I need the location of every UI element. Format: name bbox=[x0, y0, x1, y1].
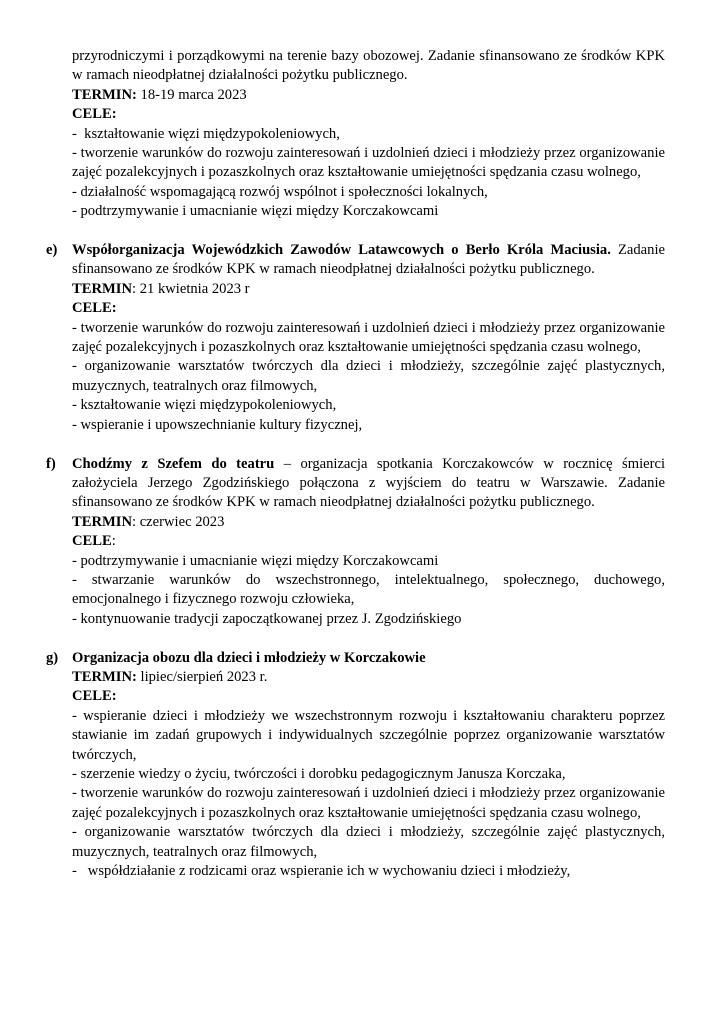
bullet-item: - organizowanie warsztatów twórczych dla dzieci i młodzieży, szczególnie zajęć plastycznych, muzycznych, teatralnych oraz filmowych, bbox=[72, 824, 665, 860]
termin-line bbox=[72, 668, 665, 687]
termin-label: TERMIN bbox=[72, 280, 132, 297]
section-letter: g) bbox=[46, 649, 59, 666]
bullet-item: - wspieranie dzieci i młodzieży we wszechstronnym rozwoju i kształtowaniu charakteru poprzez stawianie im zadań grupowych i indywidualnych szczególnie poprzez organizowanie warsztatów twórczych, bbox=[72, 707, 665, 763]
termin-line bbox=[72, 513, 665, 532]
section-title bbox=[72, 241, 665, 280]
section-title-bold: Organizacja obozu dla dzieci i młodzieży w Korczakowie bbox=[72, 649, 426, 666]
section-title bbox=[72, 649, 665, 668]
cele-line bbox=[72, 105, 665, 124]
bullet-item: - kontynuowanie tradycji zapoczątkowanej przez J. Zgodzińskiego bbox=[72, 610, 462, 627]
cele-suffix: : bbox=[111, 533, 116, 550]
bullet-item: - wspieranie i upowszechnianie kultury fizycznej, bbox=[72, 416, 363, 433]
bullet-item: - tworzenie warunków do rozwoju zainteresowań i uzdolnień dzieci i młodzieży przez organizowanie zajęć pozalekcyjnych i pozaszkolnych oraz kształtowanie umiejętności spędzania czasu wolnego, bbox=[72, 145, 665, 181]
section-title-rest: – organizacja spotkania Korczakowców w rocznicę śmierci założyciela Jerzego Zgodzińskiego połączona z wyjściem do teatru w Warszawie. Zadanie sfinansowano ze środków KPK w ramach nieodpłatnej działalności pożytku publicznego. bbox=[72, 455, 665, 511]
termin-label: TERMIN bbox=[72, 513, 132, 530]
bullet-item: - działalność wspomagającą rozwój wspólnot i społeczności lokalnych, bbox=[72, 183, 488, 200]
termin-line bbox=[72, 280, 665, 299]
cele-label: CELE bbox=[72, 533, 112, 550]
section-f bbox=[46, 455, 665, 630]
bullet-item: - kształtowanie więzi międzypokoleniowych, bbox=[72, 397, 337, 414]
cele-label: CELE: bbox=[72, 106, 117, 123]
bullet-item: - tworzenie warunków do rozwoju zainteresowań i uzdolnień dzieci i młodzieży przez organizowanie zajęć pozalekcyjnych i pozaszkolnych oraz kształtowanie umiejętności spędzania czasu wolnego, bbox=[72, 319, 665, 356]
section-g bbox=[46, 649, 665, 882]
cele-line bbox=[72, 687, 665, 706]
termin-value: : czerwiec 2023 bbox=[132, 513, 225, 530]
bullet-item: - podtrzymywanie i umacnianie więzi między Korczakowcami bbox=[72, 552, 439, 569]
bullet-item: - stwarzanie warunków do wszechstronnego, intelektualnego, społecznego, duchowego, emocjonalnego i fizycznego rozwoju człowieka, bbox=[72, 571, 665, 608]
cele-line bbox=[72, 299, 665, 318]
section-title-bold: Współorganizacja Wojewódzkich Zawodów Latawcowych o Berło Króla Maciusia. bbox=[72, 242, 611, 259]
section-letter: f) bbox=[46, 455, 56, 472]
bullet-item: - organizowanie warsztatów twórczych dla dzieci i młodzieży, szczególnie zajęć plastycznych, muzycznych, teatralnych oraz filmowych, bbox=[72, 358, 665, 394]
bullet-item: - tworzenie warunków do rozwoju zainteresowań i uzdolnień dzieci i młodzieży przez organizowanie zajęć pozalekcyjnych i pozaszkolnych oraz kształtowanie umiejętności spędzania czasu wolnego, bbox=[72, 785, 665, 821]
cele-line bbox=[72, 532, 665, 551]
section-letter: e) bbox=[46, 242, 58, 259]
termin-line bbox=[72, 86, 665, 105]
termin-value: lipiec/sierpień 2023 r. bbox=[136, 668, 268, 685]
bullet-item: - podtrzymywanie i umacnianie więzi między Korczakowcami bbox=[72, 203, 439, 220]
section-title-bold: Chodźmy z Szefem do teatru bbox=[72, 455, 275, 472]
section-title bbox=[72, 455, 665, 513]
cele-label: CELE: bbox=[72, 300, 117, 317]
bullet-item: - szerzenie wiedzy o życiu, twórczości i dorobku pedagogicznym Janusza Korczaka, bbox=[72, 765, 566, 782]
termin-label: TERMIN: bbox=[72, 668, 137, 685]
termin-label: TERMIN: bbox=[72, 86, 137, 103]
section-e bbox=[46, 241, 665, 435]
section-title-rest: Zadanie sfinansowano ze środków KPK w ramach nieodpłatnej działalności pożytku publicznego. bbox=[72, 242, 665, 278]
cele-label: CELE: bbox=[72, 688, 117, 705]
termin-value: 18-19 marca 2023 bbox=[136, 86, 247, 103]
bullet-item: - współdziałanie z rodzicami oraz wspieranie ich w wychowaniu dzieci i młodzieży, bbox=[72, 863, 571, 880]
paragraph-continuation: przyrodniczymi i porządkowymi na terenie bazy obozowej. Zadanie sfinansowano ze środków KPK w ramach nieodpłatnej działalności pożytku publicznego. bbox=[72, 48, 665, 84]
bullet-item: - kształtowanie więzi międzypokoleniowych, bbox=[72, 125, 340, 142]
termin-value: : 21 kwietnia 2023 r bbox=[132, 280, 250, 297]
